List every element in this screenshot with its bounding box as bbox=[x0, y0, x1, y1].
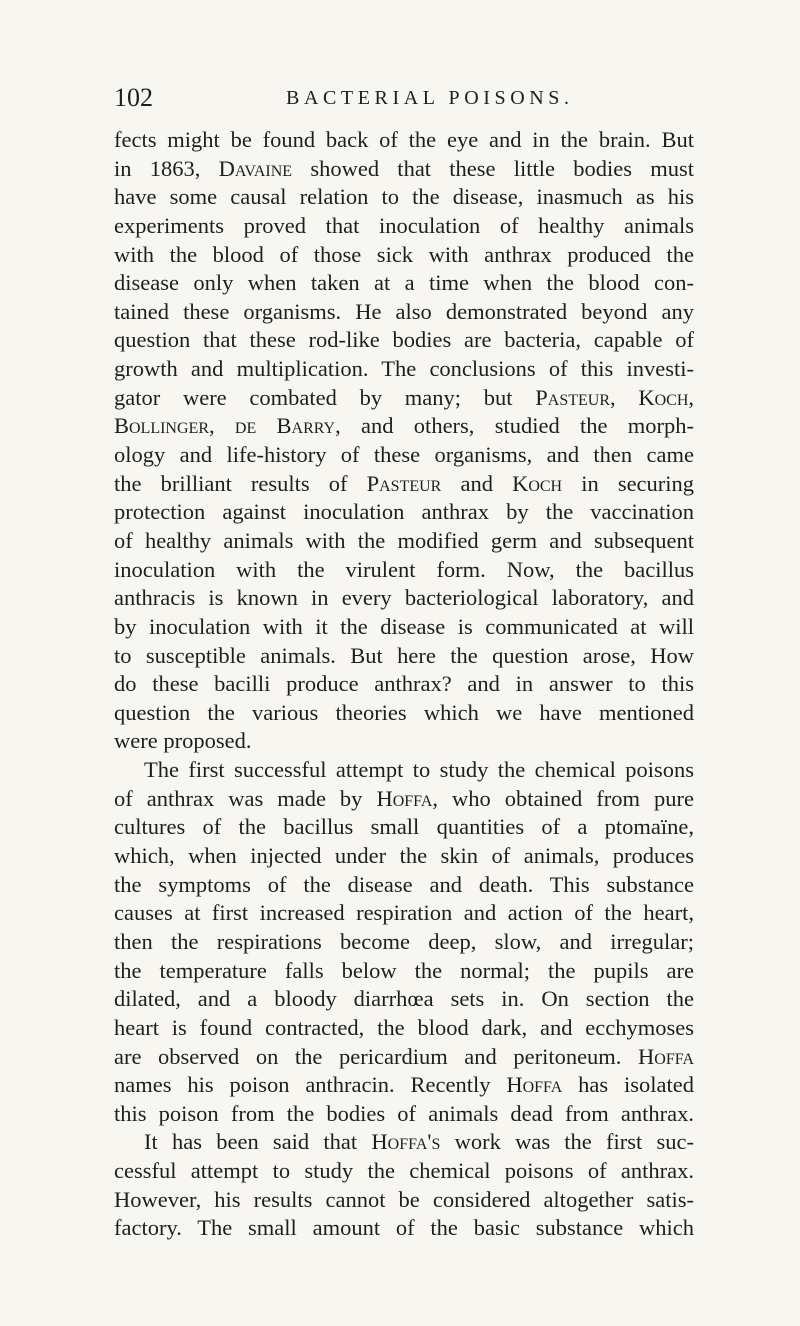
running-title: BACTERIAL POISONS. bbox=[286, 87, 574, 109]
text-run: work was the first suc- bbox=[454, 1129, 695, 1155]
text-line: experiments proved that inoculation of healthy animals bbox=[114, 212, 694, 238]
text-run: are observed on the pericardium and peritoneum. bbox=[114, 1043, 622, 1069]
text-line: by inoculation with it the disease is communicated at will bbox=[114, 613, 694, 639]
text-line bbox=[114, 470, 694, 499]
text-line: question that these rod-like bodies are bacteria, capable of bbox=[114, 327, 694, 353]
text-run: , who obtained from pure bbox=[432, 785, 694, 811]
text-line: to susceptible animals. But here the question arose, How bbox=[114, 642, 694, 668]
text-line: causes at first increased respiration and action of the heart, bbox=[114, 900, 694, 926]
text-line: However, his results cannot be considered altogether satis- bbox=[114, 1186, 694, 1212]
text-line bbox=[114, 412, 694, 441]
author-name: Koch bbox=[638, 384, 689, 410]
author-name: Koch bbox=[512, 470, 563, 496]
body-text bbox=[114, 126, 694, 1243]
author-name: Hoffa bbox=[506, 1072, 563, 1098]
text-run: and bbox=[460, 470, 493, 496]
page-number: 102 bbox=[114, 83, 153, 112]
text-line: disease only when taken at a time when the blood con- bbox=[114, 270, 694, 296]
author-name: Davaine bbox=[218, 155, 293, 181]
text-line bbox=[114, 384, 694, 413]
text-line: the symptoms of the disease and death. This substance bbox=[114, 871, 694, 897]
text-line: do these bacilli produce anthrax? and in answer to this bbox=[114, 671, 694, 697]
text-run: , bbox=[610, 384, 616, 410]
text-line: cessful attempt to study the chemical poisons of anthrax. bbox=[114, 1158, 694, 1184]
text-line: dilated, and a bloody diarrhœa sets in. On section the bbox=[114, 986, 694, 1012]
text-line: have some causal relation to the disease, inasmuch as his bbox=[114, 184, 694, 210]
author-name: Hoffa bbox=[638, 1043, 694, 1069]
text-line: which, when injected under the skin of animals, produces bbox=[114, 843, 694, 869]
text-line: fects might be found back of the eye and in the brain. But bbox=[114, 127, 694, 152]
text-line: growth and multiplication. The conclusions of this investi- bbox=[114, 356, 694, 382]
text-run: gator were combated by many; but bbox=[114, 384, 513, 410]
text-run: of anthrax was made by bbox=[114, 785, 363, 811]
text-run: the brilliant results of bbox=[114, 470, 348, 496]
text-line: the temperature falls below the normal; the pupils are bbox=[114, 957, 694, 983]
author-name: Bollinger bbox=[114, 413, 209, 439]
text-line bbox=[114, 155, 694, 184]
text-line: of healthy animals with the modified germ and subsequent bbox=[114, 527, 694, 553]
text-run: in securing bbox=[581, 470, 695, 496]
paragraph-start-line bbox=[114, 1128, 694, 1157]
author-name: Pasteur bbox=[535, 384, 610, 410]
text-run: , bbox=[688, 384, 695, 410]
text-line: factory. The small amount of the basic substance which bbox=[114, 1215, 694, 1241]
author-name: de Barry bbox=[234, 413, 336, 439]
author-name: Hoffa's bbox=[371, 1129, 441, 1155]
text-run: names his poison anthracin. Recently bbox=[114, 1072, 491, 1098]
text-line: protection against inoculation anthrax by the vaccination bbox=[114, 499, 694, 525]
text-line: question the various theories which we have mentioned bbox=[114, 699, 694, 725]
text-line: heart is found contracted, the blood dark, and ecchymoses bbox=[114, 1014, 694, 1040]
author-name: Pasteur bbox=[366, 470, 442, 496]
text-line bbox=[114, 1043, 694, 1072]
text-line: tained these organisms. He also demonstrated beyond any bbox=[114, 298, 694, 324]
text-run: has isolated bbox=[578, 1072, 695, 1098]
text-run: , bbox=[209, 413, 215, 439]
text-run: in 1863, bbox=[114, 155, 201, 181]
page-header bbox=[114, 82, 584, 114]
text-line bbox=[114, 1071, 694, 1100]
text-line: with the blood of those sick with anthrax produced the bbox=[114, 241, 694, 267]
text-line: ology and life-history of these organisms, and then came bbox=[114, 442, 694, 468]
paragraph-start-line: The first successful attempt to study the chemical poisons bbox=[144, 757, 694, 783]
text-line: this poison from the bodies of animals dead from anthrax. bbox=[114, 1100, 694, 1126]
author-name: Hoffa bbox=[376, 785, 433, 811]
text-run: showed that these little bodies must bbox=[310, 155, 694, 181]
text-line: were proposed. bbox=[114, 728, 252, 754]
text-run: , and others, studied the morph- bbox=[335, 413, 695, 439]
text-run: It has been said that bbox=[144, 1129, 358, 1155]
text-line bbox=[114, 785, 694, 814]
text-line: inoculation with the virulent form. Now, the bacillus bbox=[114, 556, 694, 582]
text-line: cultures of the bacillus small quantities of a ptomaïne, bbox=[114, 814, 694, 840]
text-line: anthracis is known in every bacteriological laboratory, and bbox=[114, 585, 694, 611]
text-line: then the respirations become deep, slow, and irregular; bbox=[114, 928, 694, 954]
